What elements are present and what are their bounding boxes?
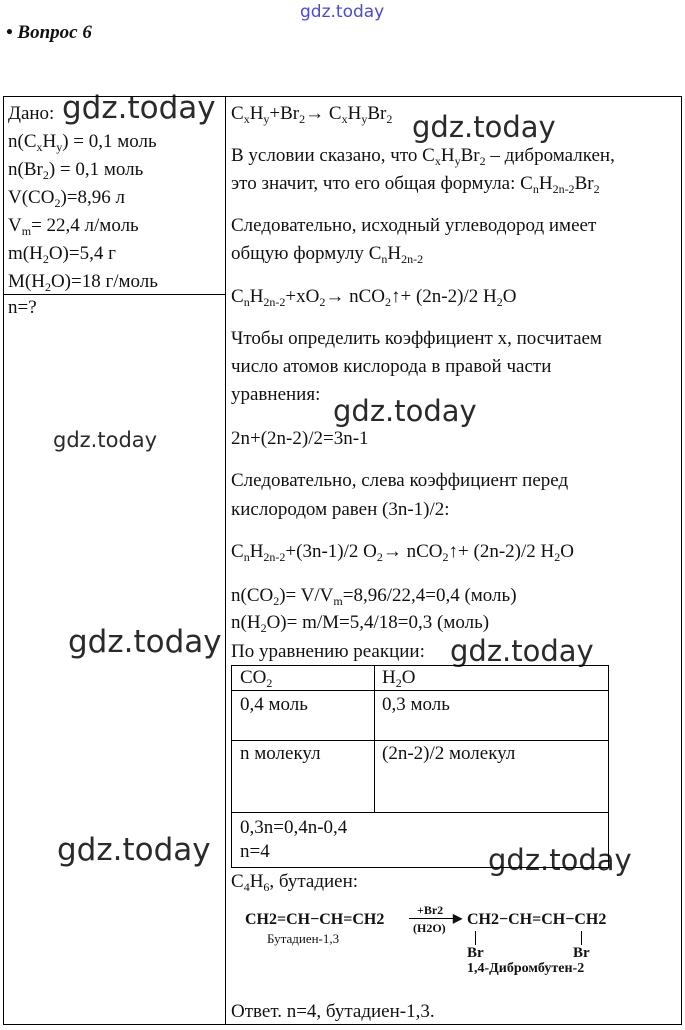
watermark: gdz.today <box>333 394 477 428</box>
watermark: gdz.today <box>450 634 594 668</box>
calc-line: $n(H_2O)= m/M=5,4/18=0,3$ (моль) <box>231 612 490 635</box>
bond-line <box>581 931 582 945</box>
column-divider <box>225 96 226 1025</box>
table-divider <box>232 690 608 691</box>
table-header: $CO_2$ <box>240 667 273 690</box>
given-label: Дано: <box>8 103 55 124</box>
given-line: $V_m= 22,4$ л/моль <box>8 215 139 238</box>
table-header: $H_2O$ <box>382 667 416 690</box>
table-divider <box>232 740 608 741</box>
given-line: $n(Br_2) = 0,1$ моль <box>8 159 144 182</box>
table-cell: 0,4 моль <box>240 694 308 715</box>
watermark: gdz.today <box>57 832 211 868</box>
question-title: • Вопрос 6 <box>6 22 92 43</box>
text-line: Следовательно, исходный углеводород имеет <box>231 215 597 236</box>
calc-line: $n(CO_2)= V/V_m=8,96/22,4=0,4$ (моль) <box>231 585 517 608</box>
table-cell: n=4 <box>240 841 270 862</box>
watermark: gdz.today <box>488 843 632 877</box>
text-line: Следовательно, слева коэффициент перед <box>231 470 569 491</box>
text-line: 2n+(2n-2)/2=3n-1 <box>231 428 369 449</box>
text-line: уравнения: <box>231 384 321 405</box>
text-line: число атомов кислорода в правой части <box>231 356 552 377</box>
bromine-atom: Br <box>467 945 484 961</box>
reaction-table <box>231 665 609 868</box>
given-block <box>8 100 158 296</box>
table-column-divider <box>374 666 375 812</box>
text-line: кислородом равен (3n-1)/2: <box>231 499 450 520</box>
watermark: gdz.today <box>53 428 158 452</box>
watermark: gdz.today <box>68 624 222 660</box>
butadiene-name: Бутадиен-1,3 <box>267 931 340 946</box>
reaction-equation: $C_xH_y+Br_2\to C_xH_yBr_2$ <box>231 103 393 126</box>
product-name: 1,4-Дибромбутен-2 <box>467 961 585 976</box>
butadiene-line: $C_4H_6$, бутадиен: <box>231 871 359 894</box>
given-line: $V(CO_2)=8,96$ л <box>8 187 125 210</box>
table-cell: 0,3n=0,4n-0,4 <box>240 817 348 838</box>
given-line: $M(H_2O)=18$ г/моль <box>8 271 158 294</box>
table-cell: (2n-2)/2 молекул <box>382 743 516 764</box>
text-line: общую формулу $C_nH_{2n-2}$ <box>231 243 424 266</box>
table-divider <box>232 812 608 813</box>
butadiene-formula: CH2=CH−CH=CH2 <box>245 911 385 928</box>
balanced-equation: $C_nH_{2n-2}+(3n-1)/2$ $O_2\to$ nCO$_2$↑+ (2n-2)/2 $H_2O$ <box>231 541 574 564</box>
table-cell: n молекул <box>240 743 321 764</box>
bromine-atom: Br <box>573 945 590 961</box>
arrow-head-icon: ▶ <box>453 911 463 925</box>
text-line: Чтобы определить коэффициент x, посчитаем <box>231 328 602 349</box>
bond-line <box>475 931 476 945</box>
answer: Ответ. n=4, бутадиен-1,3. <box>231 1001 435 1022</box>
find-label: n=? <box>8 297 37 318</box>
combustion-equation: $C_nH_{2n-2}+xO_2\to$ nCO$_2$↑+ (2n-2)/2 $H_2O$ <box>231 286 517 309</box>
given-line: $n(C_xH_y) = 0,1$ моль <box>8 131 157 154</box>
watermark: gdz.today <box>62 90 216 126</box>
reaction-arrow <box>409 918 459 919</box>
table-cell: 0,3 моль <box>382 694 450 715</box>
reaction-scheme <box>245 903 625 983</box>
product-formula: CH2−CH=CH−CH2 <box>467 911 607 928</box>
reagent-label: +Br2 <box>417 903 444 917</box>
given-line: $m(H_2O)=5,4$ г <box>8 243 116 266</box>
text-line: это значит, что его общая формула: $C_nH_{2n-2}Br_2$ <box>231 173 600 196</box>
reagent-condition: (H2O) <box>413 921 446 935</box>
watermark-top: gdz.today <box>300 2 385 22</box>
text-line: По уравнению реакции: <box>231 641 425 662</box>
watermark: gdz.today <box>412 110 556 144</box>
text-line: В условии сказано, что $C_xH_yBr_2$ – дибромалкен, <box>231 145 615 168</box>
